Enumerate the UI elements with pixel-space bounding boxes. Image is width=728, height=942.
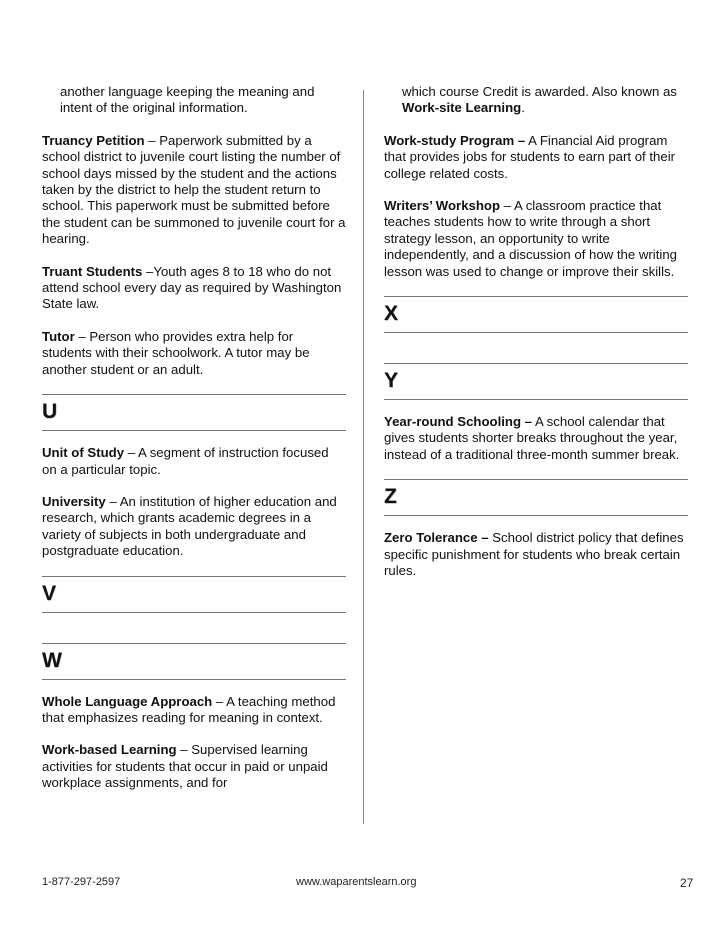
term: Writers’ Workshop [384,198,501,214]
entry-year-round-schooling [384,414,688,463]
letter-heading-u: U [42,394,346,431]
continuation-text [42,84,346,117]
entry-zero-tolerance [384,530,688,579]
column-divider [363,90,364,824]
separator: – [500,198,514,214]
entry-work-based-learning [42,742,346,791]
continuation-text [384,84,688,117]
entry-tutor [42,329,346,378]
definition: An institution of higher education and research, which grants academic degrees in a variety of subjects in both undergraduate and postgraduate education. [42,493,337,559]
letter-heading-v: V [42,576,346,613]
footer-phone: 1-877-297-2597 [42,876,121,888]
entry-unit-of-study [42,445,346,478]
letter-heading-x: X [384,296,688,333]
term: University [42,493,106,509]
entry-writers-workshop [384,198,688,280]
definition: A teaching method that emphasizes reading for meaning in context. [42,693,336,725]
definition: A segment of instruction focused on a particular topic. [42,445,329,477]
spacer [42,627,346,643]
continuation-bold-term: Work-site Learning [402,100,522,116]
entry-truant-students [42,264,346,313]
entry-work-study-program [384,133,688,182]
spacer [384,347,688,363]
definition: Supervised learning activities for students that occur in paid or unpaid workplace assignments, and for [42,742,328,791]
term: Work-based Learning [42,742,177,758]
term: Work-study Program – [384,132,526,148]
left-column [42,84,346,808]
footer-url: www.waparentslearn.org [296,876,417,888]
letter-heading-w: W [42,643,346,680]
definition: Person who provides extra help for students with their schoolwork. A tutor may be another student or an adult. [42,328,310,377]
continuation-end: . [521,100,525,116]
separator: – [144,132,160,148]
definition: A classroom practice that teaches students how to write through a short strategy lesson, an opportunity to write independently, and a discussion of how the writing lesson was used to change or improve their skills. [384,198,677,279]
definition: A Financial Aid program that provides jobs for students to earn part of their college related costs. [384,132,676,181]
term: Truancy Petition [42,132,145,148]
term: Truant Students [42,263,143,279]
entry-truancy-petition [42,133,346,248]
continuation-body: another language keeping the meaning and intent of the original information. [60,84,315,116]
letter-heading-z: Z [384,479,688,516]
separator: – [212,693,227,709]
definition: Paperwork submitted by a school district to juvenile court listing the number of school days missed by the student and the actions taken by the district to help the student return to school. This paperwork must be submitted before the student can be summoned to juvenile court for a hearing. [42,132,346,247]
separator: – [105,493,120,509]
page-number: 27 [680,876,694,890]
term: Year-round Schooling – [384,414,533,430]
separator: – [124,445,138,461]
continuation-body: which course Credit is awarded. Also known as [402,84,677,99]
separator: – [176,742,192,758]
term: Tutor [42,328,75,344]
definition: Youth ages 8 to 18 who do not attend school every day as required by Washington State law. [42,263,342,312]
definition: School district policy that defines specific punishment for students who break certain rules. [384,530,684,579]
term: Unit of Study [42,445,125,461]
right-column [384,84,688,596]
term: Whole Language Approach [42,693,213,709]
letter-heading-y: Y [384,363,688,400]
separator: – [74,328,90,344]
term: Zero Tolerance – [384,530,489,546]
separator: – [142,263,154,279]
entry-university [42,494,346,560]
definition: A school calendar that gives students shorter breaks throughout the year, instead of a traditional three-month summer break. [384,414,680,462]
entry-whole-language [42,694,346,727]
